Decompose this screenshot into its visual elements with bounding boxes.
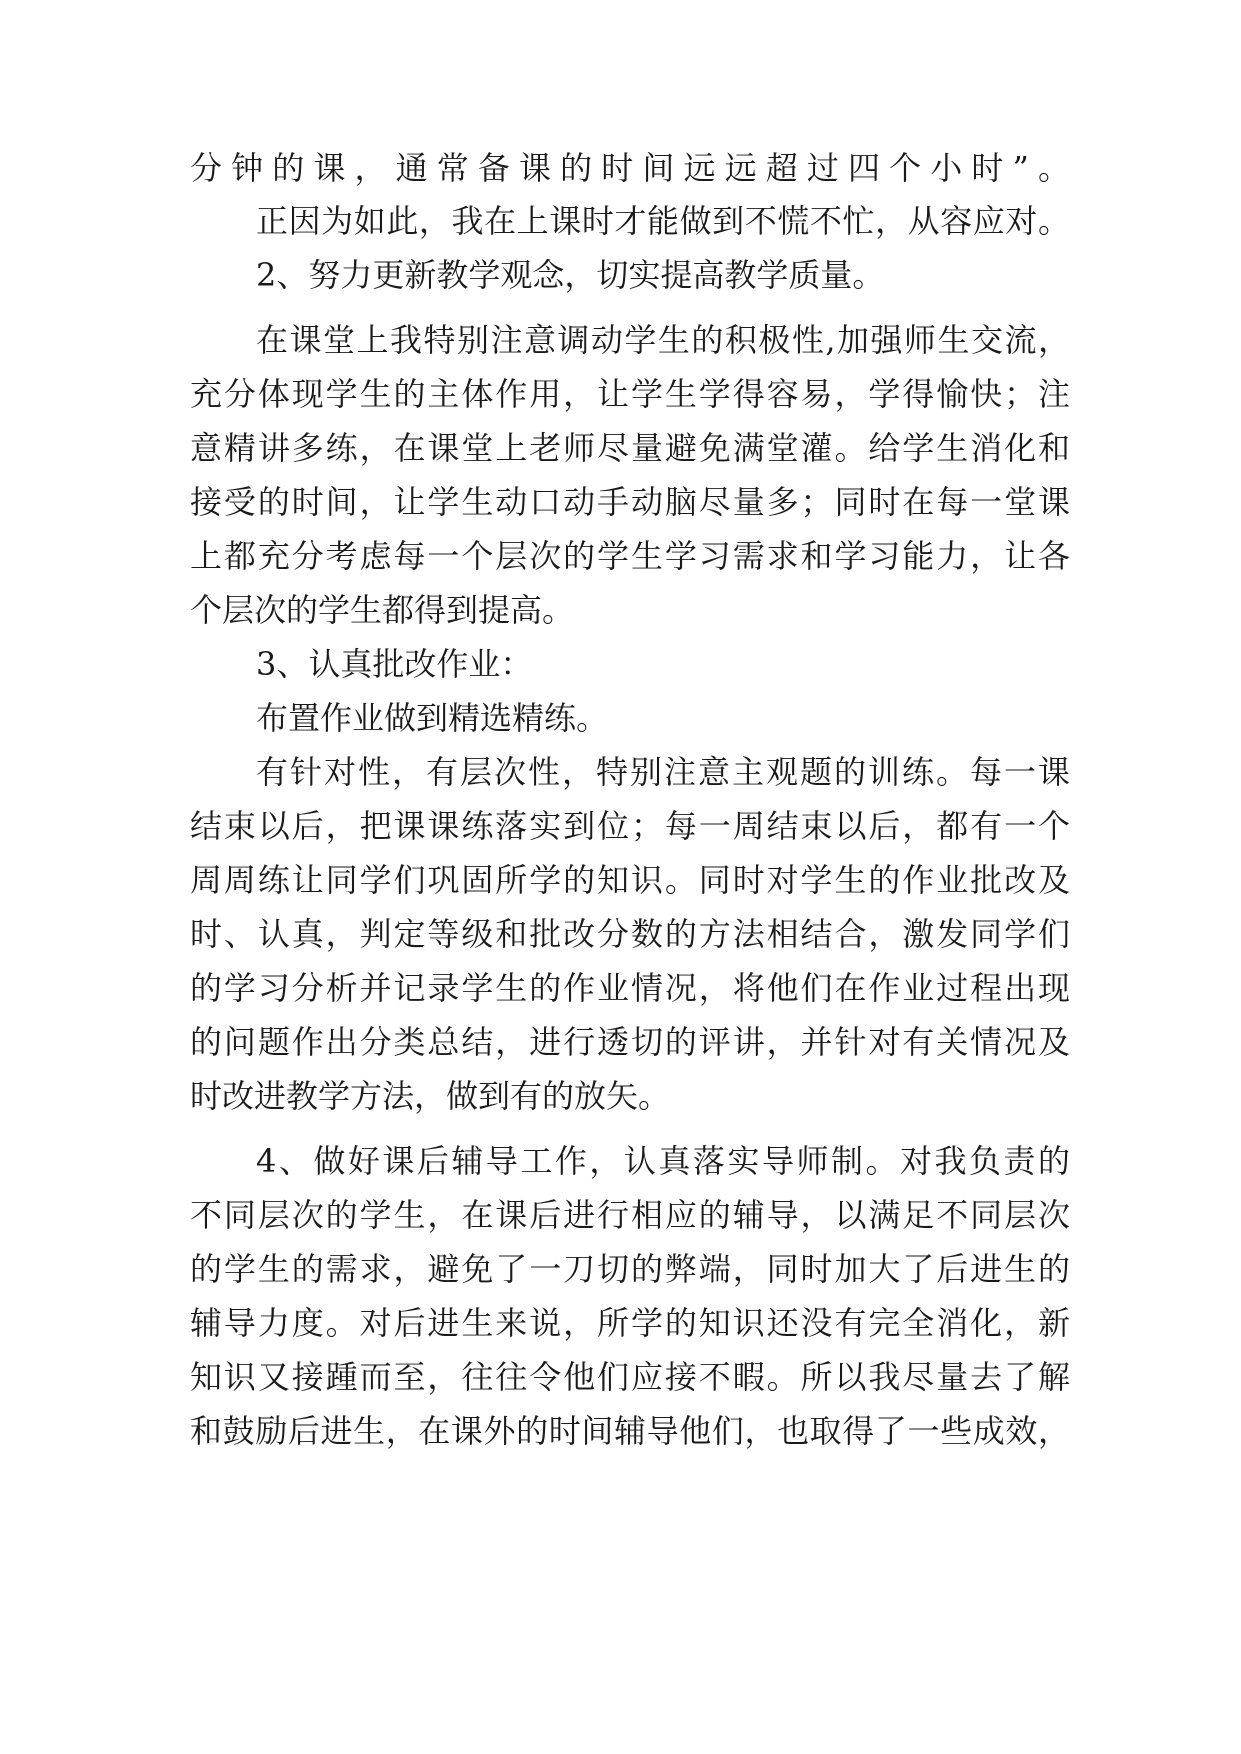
text-line: 在课堂上我特别注意调动学生的积极性,加强师生交流， — [256, 321, 1070, 359]
text-line: 的学生的需求，避免了一刀切的弊端，同时加大了后进生的 — [190, 1250, 1070, 1288]
text-line: 接受的时间，让学生动口动手动脑尽量多；同时在每一堂课 — [190, 483, 1070, 521]
text-line: 和鼓励后进生，在课外的时间辅导他们，也取得了一些成效， — [190, 1412, 1070, 1450]
text-line: 知识又接踵而至，往往令他们应接不暇。所以我尽量去了解 — [190, 1358, 1070, 1396]
text-line: 不同层次的学生，在课后进行相应的辅导，以满足不同层次 — [190, 1196, 1070, 1234]
text-line: 正因为如此，我在上课时才能做到不慌不忙，从容应对。 — [256, 202, 1070, 240]
text-line: 辅导力度。对后进生来说，所学的知识还没有完全消化，新 — [190, 1304, 1070, 1342]
text-line: 的问题作出分类总结，进行透切的评讲，并针对有关情况及 — [190, 1023, 1070, 1061]
text-line: 结束以后，把课课练落实到位；每一周结束以后，都有一个 — [190, 807, 1070, 845]
text-line: 3、认真批改作业： — [256, 645, 533, 683]
text-line: 4、做好课后辅导工作，认真落实导师制。对我负责的 — [256, 1142, 1070, 1180]
text-line: 周周练让同学们巩固所学的知识。同时对学生的作业批改及 — [190, 861, 1070, 899]
text-line: 有针对性，有层次性，特别注意主观题的训练。每一课 — [256, 753, 1070, 791]
text-line: 的学习分析并记录学生的作业情况，将他们在作业过程出现 — [190, 969, 1070, 1007]
text-line: 个层次的学生都得到提高。 — [190, 591, 575, 629]
text-line: 布置作业做到精选精练。 — [256, 699, 609, 737]
text-line: 时、认真，判定等级和批改分数的方法相结合，激发同学们 — [190, 915, 1070, 953]
text-line: 意精讲多练，在课堂上老师尽量避免满堂灌。给学生消化和 — [190, 429, 1070, 467]
text-line: 上都充分考虑每一个层次的学生学习需求和学习能力，让各 — [190, 537, 1070, 575]
text-line: 分钟的课，通常备课的时间远远超过四个小时”。 — [190, 149, 1070, 187]
text-line: 2、努力更新教学观念，切实提高教学质量。 — [256, 256, 885, 294]
text-line: 充分体现学生的主体作用，让学生学得容易，学得愉快；注 — [190, 375, 1070, 413]
text-line: 时改进教学方法，做到有的放矢。 — [190, 1077, 671, 1115]
